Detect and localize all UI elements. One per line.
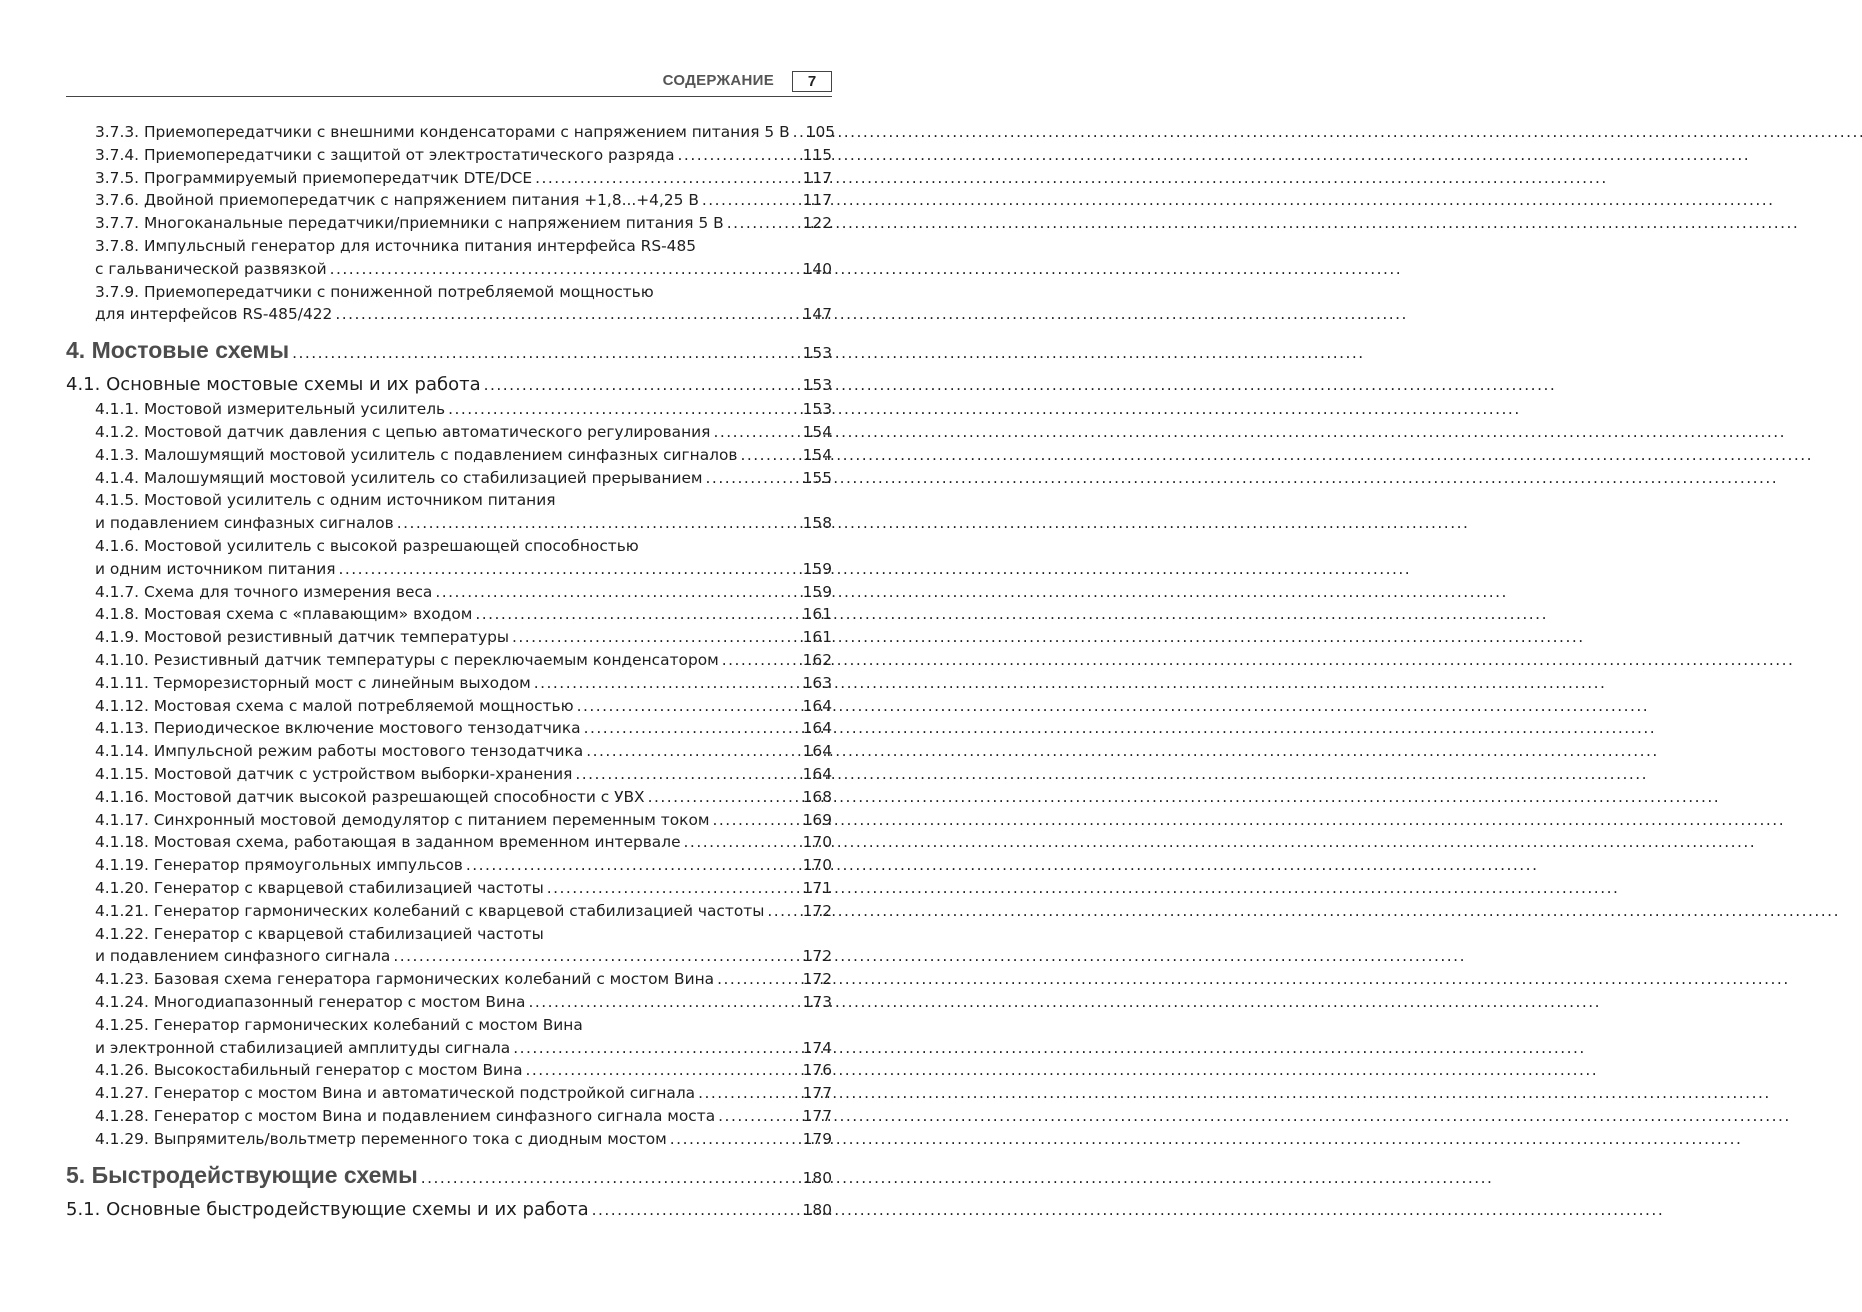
toc-entry bbox=[95, 214, 832, 232]
toc-entry-title: 4.1.20. Генератор с кварцевой стабилизацией частоты bbox=[95, 879, 544, 897]
toc-entry-page: 172 bbox=[802, 970, 832, 989]
toc-entry-page: 159 bbox=[802, 559, 832, 578]
toc-entry-page: 164 bbox=[802, 719, 832, 738]
dot-leader bbox=[466, 856, 800, 874]
toc-entry-page: 162 bbox=[802, 651, 832, 669]
toc-entry-title: 4.1.11. Терморезисторный мост с линейным выходом bbox=[95, 673, 531, 692]
dot-leader bbox=[435, 583, 799, 601]
toc-entry-title: 4.1.13. Периодическое включение мостового тензодатчика bbox=[95, 719, 581, 738]
dot-leader bbox=[526, 1061, 800, 1079]
toc-entry-page: 153 bbox=[802, 344, 832, 363]
toc-entry bbox=[95, 446, 832, 464]
toc-entry-page: 170 bbox=[802, 856, 832, 875]
toc-entry bbox=[95, 811, 832, 829]
toc-entry-title: и подавлением синфазных сигналов bbox=[95, 514, 394, 533]
dot-leader bbox=[740, 446, 799, 464]
toc-entry-title: 5.1. Основные быстродействующие схемы и их работа bbox=[66, 1198, 589, 1220]
toc-entry-title: 4.1.4. Малошумящий мостовой усилитель со стабилизацией прерыванием bbox=[95, 468, 703, 487]
dot-leader bbox=[448, 400, 800, 418]
toc-entry-title: 3.7.6. Двойной приемопередатчик с напряжением питания +1,8...+4,25 В bbox=[95, 191, 699, 210]
toc-entry bbox=[95, 305, 832, 323]
toc-entry bbox=[95, 856, 832, 874]
toc-entry-page: 158 bbox=[802, 514, 832, 533]
toc-entry bbox=[95, 879, 832, 897]
dot-leader bbox=[484, 376, 800, 394]
toc-entry bbox=[95, 1130, 832, 1148]
toc-entry bbox=[95, 833, 832, 851]
dot-leader bbox=[397, 514, 800, 532]
toc-entry-page: 153 bbox=[802, 400, 832, 419]
toc-entry-title-line1: 4.1.22. Генератор с кварцевой стабилизацией частоты bbox=[95, 924, 544, 943]
toc-entry-title-line1: 4.1.25. Генератор гармонических колебаний с мостом Вина bbox=[95, 1015, 583, 1034]
dot-leader bbox=[475, 605, 799, 623]
toc-entry bbox=[95, 788, 832, 806]
dot-leader bbox=[717, 970, 800, 988]
toc-entry-page: 179 bbox=[802, 1129, 832, 1148]
toc-entry bbox=[66, 374, 832, 395]
dot-leader bbox=[767, 902, 799, 920]
toc-entry bbox=[95, 146, 832, 164]
toc-entry-title: 4.1.12. Мостовая схема с малой потребляемой мощностью bbox=[95, 696, 574, 715]
toc-entry-title: и электронной стабилизацией амплитуды сигнала bbox=[95, 1038, 511, 1057]
toc-entry-page: 170 bbox=[802, 833, 832, 852]
dot-leader bbox=[722, 651, 800, 669]
toc-entry bbox=[95, 423, 832, 441]
dot-leader bbox=[713, 423, 799, 441]
toc-entry-page: 153 bbox=[802, 376, 832, 395]
toc-entry bbox=[66, 337, 832, 364]
toc-entry-title-line1: 4.1.5. Мостовой усилитель с одним источником питания bbox=[95, 491, 556, 510]
dot-leader bbox=[648, 788, 800, 806]
toc-entry-title: с гальванической развязкой bbox=[95, 259, 327, 278]
toc-entry-title: 4.1. Основные мостовые схемы и их работа bbox=[66, 374, 481, 396]
dot-leader bbox=[512, 628, 800, 646]
toc-entry bbox=[95, 191, 832, 209]
toc-entry-page: 161 bbox=[802, 628, 832, 647]
toc-entry-title: 3.7.5. Программируемый приемопередатчик DTE/DCE bbox=[95, 168, 533, 187]
toc-entry-title: 4.1.7. Схема для точного измерения веса bbox=[95, 582, 433, 601]
toc-entry-page: 173 bbox=[802, 993, 832, 1011]
dot-leader bbox=[513, 1039, 799, 1057]
toc-entry bbox=[95, 469, 832, 487]
toc-entry bbox=[95, 400, 832, 418]
toc-entry-page: 140 bbox=[802, 259, 832, 278]
toc-entry-title: 4.1.2. Мостовой датчик давления с цепью автоматического регулирования bbox=[95, 423, 711, 441]
toc-entry-page: 174 bbox=[802, 1038, 832, 1057]
toc-entry bbox=[95, 651, 832, 669]
toc-entry bbox=[95, 970, 832, 988]
dot-leader bbox=[586, 742, 799, 760]
dot-leader bbox=[547, 879, 800, 897]
toc-entry-page: 105 bbox=[805, 123, 836, 141]
toc-entry-title: 4.1.28. Генератор с мостом Вина и подавлением синфазного сигнала моста bbox=[95, 1107, 716, 1125]
toc-entry-page: 115 bbox=[802, 145, 832, 164]
toc-entry-title: для интерфейсов RS-485/422 bbox=[95, 305, 333, 324]
toc-entry-page: 122 bbox=[802, 214, 832, 233]
toc-entry bbox=[95, 123, 836, 141]
toc-entry-page: 180 bbox=[802, 1168, 832, 1187]
toc-entry bbox=[66, 1199, 832, 1220]
toc-entry-title-line1: 3.7.9. Приемопередатчики с пониженной потребляемой мощностью bbox=[95, 282, 654, 301]
toc-entry bbox=[95, 719, 832, 737]
dot-leader bbox=[534, 674, 800, 692]
toc-entry-title: 4.1.8. Мостовая схема с «плавающим» входом bbox=[95, 605, 473, 624]
toc-entry bbox=[95, 1107, 832, 1125]
toc-entry bbox=[95, 1084, 832, 1102]
toc-entry bbox=[95, 697, 832, 715]
toc-entry-title: 3.7.7. Многоканальные передатчики/приемники с напряжением питания 5 В bbox=[95, 214, 724, 233]
dot-leader bbox=[330, 260, 800, 278]
dot-leader bbox=[535, 169, 799, 187]
toc-entry-title: 4.1.16. Мостовой датчик высокой разрешающей способности с УВХ bbox=[95, 787, 645, 806]
toc-entry-page: 163 bbox=[802, 673, 832, 692]
toc-entry-title: 3.7.3. Приемопередатчики с внешними конденсаторами с напряжением питания 5 В bbox=[95, 123, 790, 141]
toc-entry-title: 4.1.1. Мостовой измерительный усилитель bbox=[95, 400, 446, 419]
toc-entry-title: 4.1.14. Импульсной режим работы мостового тензодатчика bbox=[95, 742, 584, 761]
toc-entry bbox=[95, 1061, 832, 1079]
toc-entry-title: 4.1.26. Высокостабильный генератор с мостом Вина bbox=[95, 1061, 523, 1080]
dot-leader bbox=[793, 123, 803, 141]
toc-entry-title: 5. Быстродействующие схемы bbox=[66, 1161, 418, 1188]
toc-entry bbox=[95, 514, 832, 532]
toc-entry bbox=[95, 674, 832, 692]
toc-entry-page: 117 bbox=[802, 168, 832, 187]
dot-leader bbox=[528, 993, 799, 1011]
toc-entry bbox=[95, 260, 832, 278]
toc-entry bbox=[95, 1039, 832, 1057]
running-header bbox=[66, 70, 832, 97]
toc-entry-page: 147 bbox=[802, 305, 832, 324]
toc-entry-title: 4.1.17. Синхронный мостовой демодулятор с питанием переменным током bbox=[95, 810, 710, 829]
toc-entry-page: 177 bbox=[802, 1107, 832, 1125]
toc-entry-page: 168 bbox=[802, 787, 832, 806]
toc-entry bbox=[95, 947, 832, 965]
page-number: 7 bbox=[792, 71, 832, 92]
toc-entry-title: 4.1.27. Генератор с мостом Вина и автоматической подстройкой сигнала bbox=[95, 1084, 696, 1103]
dot-leader bbox=[577, 697, 800, 715]
toc-entry bbox=[95, 742, 832, 760]
toc-entry-page: 155 bbox=[802, 468, 832, 487]
dot-leader bbox=[584, 719, 800, 737]
toc-entry bbox=[95, 628, 832, 646]
dot-leader bbox=[292, 344, 800, 362]
dot-leader bbox=[670, 1130, 800, 1148]
toc-entry-title: 4.1.10. Резистивный датчик температуры с переключаемым конденсатором bbox=[95, 651, 719, 669]
toc-entry-page: 172 bbox=[802, 901, 832, 920]
toc-entry-title: 4. Мостовые схемы bbox=[66, 337, 290, 364]
toc-entry bbox=[66, 1162, 832, 1189]
toc-entry bbox=[95, 902, 832, 920]
toc-entry-title: 4.1.19. Генератор прямоугольных импульсов bbox=[95, 856, 463, 875]
toc-entry-title: 4.1.23. Базовая схема генератора гармонических колебаний с мостом Вина bbox=[95, 970, 715, 989]
toc-entry-title: 4.1.15. Мостовой датчик с устройством выборки-хранения bbox=[95, 765, 573, 783]
dot-leader bbox=[393, 947, 799, 965]
toc-entry-title-line1: 4.1.6. Мостовой усилитель с высокой разрешающей способностью bbox=[95, 537, 639, 555]
toc-entry-page: 176 bbox=[802, 1061, 832, 1080]
toc-entry-title: 4.1.18. Мостовая схема, работающая в заданном временном интервале bbox=[95, 833, 681, 852]
dot-leader bbox=[698, 1084, 799, 1102]
toc-entry-page: 159 bbox=[802, 582, 832, 601]
toc-entry-page: 161 bbox=[802, 605, 832, 624]
running-header-title: СОДЕРЖАНИЕ bbox=[662, 72, 774, 89]
toc-entry bbox=[95, 993, 832, 1011]
toc-entry-title: 4.1.29. Выпрямитель/вольтметр переменного тока с диодным мостом bbox=[95, 1129, 667, 1148]
toc-entry-title: 3.7.4. Приемопередатчики с защитой от электростатического разряда bbox=[95, 145, 675, 164]
toc-entry-page: 172 bbox=[802, 947, 832, 966]
toc-entry-page: 180 bbox=[802, 1200, 832, 1219]
toc-entry bbox=[95, 560, 832, 578]
dot-leader bbox=[706, 469, 800, 487]
toc-entry-page: 154 bbox=[802, 423, 832, 441]
toc-entry-title: 4.1.21. Генератор гармонических колебаний с кварцевой стабилизацией частоты bbox=[95, 901, 765, 920]
toc-entry-page: 177 bbox=[802, 1084, 832, 1103]
dot-leader bbox=[727, 214, 800, 232]
toc-entry-title: и одним источником питания bbox=[95, 559, 336, 578]
dot-leader bbox=[592, 1201, 800, 1219]
dot-leader bbox=[678, 146, 800, 164]
toc-entry-page: 164 bbox=[802, 742, 832, 761]
toc-entry-page: 164 bbox=[802, 696, 832, 715]
dot-leader bbox=[575, 765, 799, 783]
toc-entry-page: 169 bbox=[802, 810, 832, 829]
dot-leader bbox=[702, 191, 800, 209]
toc-entry-page: 117 bbox=[802, 191, 832, 210]
dot-leader bbox=[339, 560, 800, 578]
toc-entry-title: и подавлением синфазного сигнала bbox=[95, 947, 391, 966]
toc-entry bbox=[95, 169, 832, 187]
dot-leader bbox=[684, 833, 800, 851]
dot-leader bbox=[712, 811, 799, 829]
toc-entry-title: 4.1.3. Малошумящий мостовой усилитель с подавлением синфазных сигналов bbox=[95, 445, 738, 464]
toc-entry-title: 4.1.24. Многодиапазонный генератор с мостом Вина bbox=[95, 993, 526, 1011]
toc-entry-page: 164 bbox=[802, 765, 832, 783]
dot-leader bbox=[421, 1169, 800, 1187]
toc-entry-title-line1: 3.7.8. Импульсный генератор для источника питания интерфейса RS-485 bbox=[95, 237, 697, 255]
dot-leader bbox=[335, 305, 799, 323]
toc-entry-page: 154 bbox=[802, 445, 832, 464]
toc-entry bbox=[95, 765, 832, 783]
toc-entry-title: 4.1.9. Мостовой резистивный датчик температуры bbox=[95, 628, 509, 647]
toc-entry-page: 171 bbox=[802, 879, 832, 897]
toc-entry bbox=[95, 583, 832, 601]
toc-entry bbox=[95, 605, 832, 623]
dot-leader bbox=[718, 1107, 799, 1125]
